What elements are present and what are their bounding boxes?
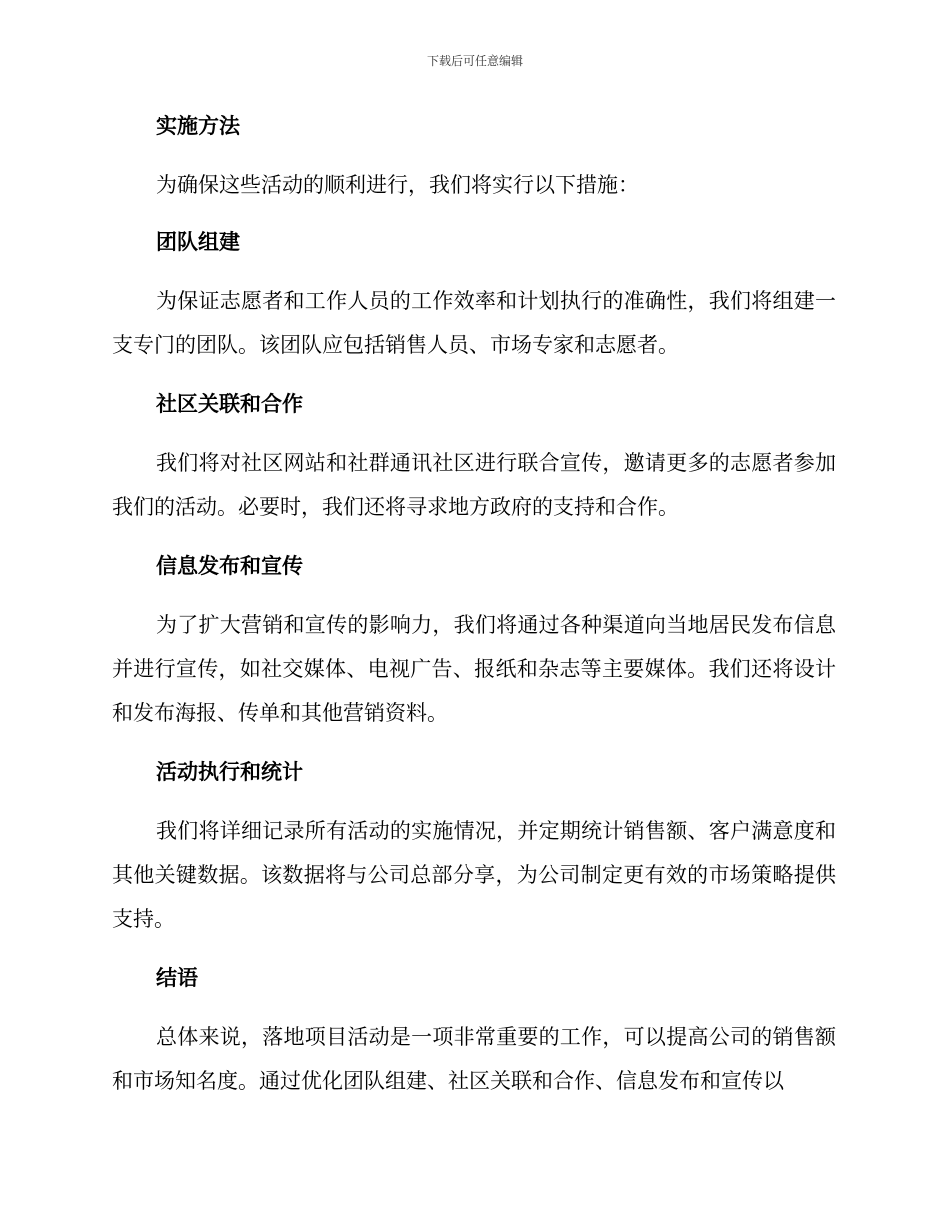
page-header-note: 下载后可任意编辑	[426, 54, 523, 68]
section-heading-team: 团队组建	[156, 230, 240, 254]
section-paragraph-community: 我们将对社区网站和社群通讯社区进行联合宣传，邀请更多的志愿者参加我们的活动。必要时，我们还将寻求地方政府的支持和合作。	[112, 451, 836, 519]
section-paragraph-publicity: 为了扩大营销和宣传的影响力，我们将通过各种渠道向当地居民发布信息并进行宣传，如社交媒体、电视广告、报纸和杂志等主要媒体。我们还将设计和发布海报、传单和其他营销资料。	[112, 613, 836, 725]
section-heading-publicity: 信息发布和宣传	[156, 554, 303, 578]
section-paragraph-team: 为保证志愿者和工作人员的工作效率和计划执行的准确性，我们将组建一支专门的团队。该团队应包括销售人员、市场专家和志愿者。	[112, 289, 836, 357]
section-heading-conclusion: 结语	[156, 966, 198, 990]
document-body	[112, 108, 836, 1122]
section-paragraph-execution: 我们将详细记录所有活动的实施情况，并定期统计销售额、客户满意度和其他关键数据。该数据将与公司总部分享，为公司制定更有效的市场策略提供支持。	[112, 819, 836, 931]
section-paragraph-implementation: 为确保这些活动的顺利进行，我们将实行以下措施：	[156, 173, 639, 197]
section-heading-community: 社区关联和合作	[156, 392, 303, 416]
section-paragraph-conclusion: 总体来说，落地项目活动是一项非常重要的工作，可以提高公司的销售额和市场知名度。通过优化团队组建、社区关联和合作、信息发布和宣传以	[112, 1025, 836, 1093]
section-heading-execution: 活动执行和统计	[156, 760, 303, 784]
section-heading-implementation: 实施方法	[156, 114, 240, 138]
